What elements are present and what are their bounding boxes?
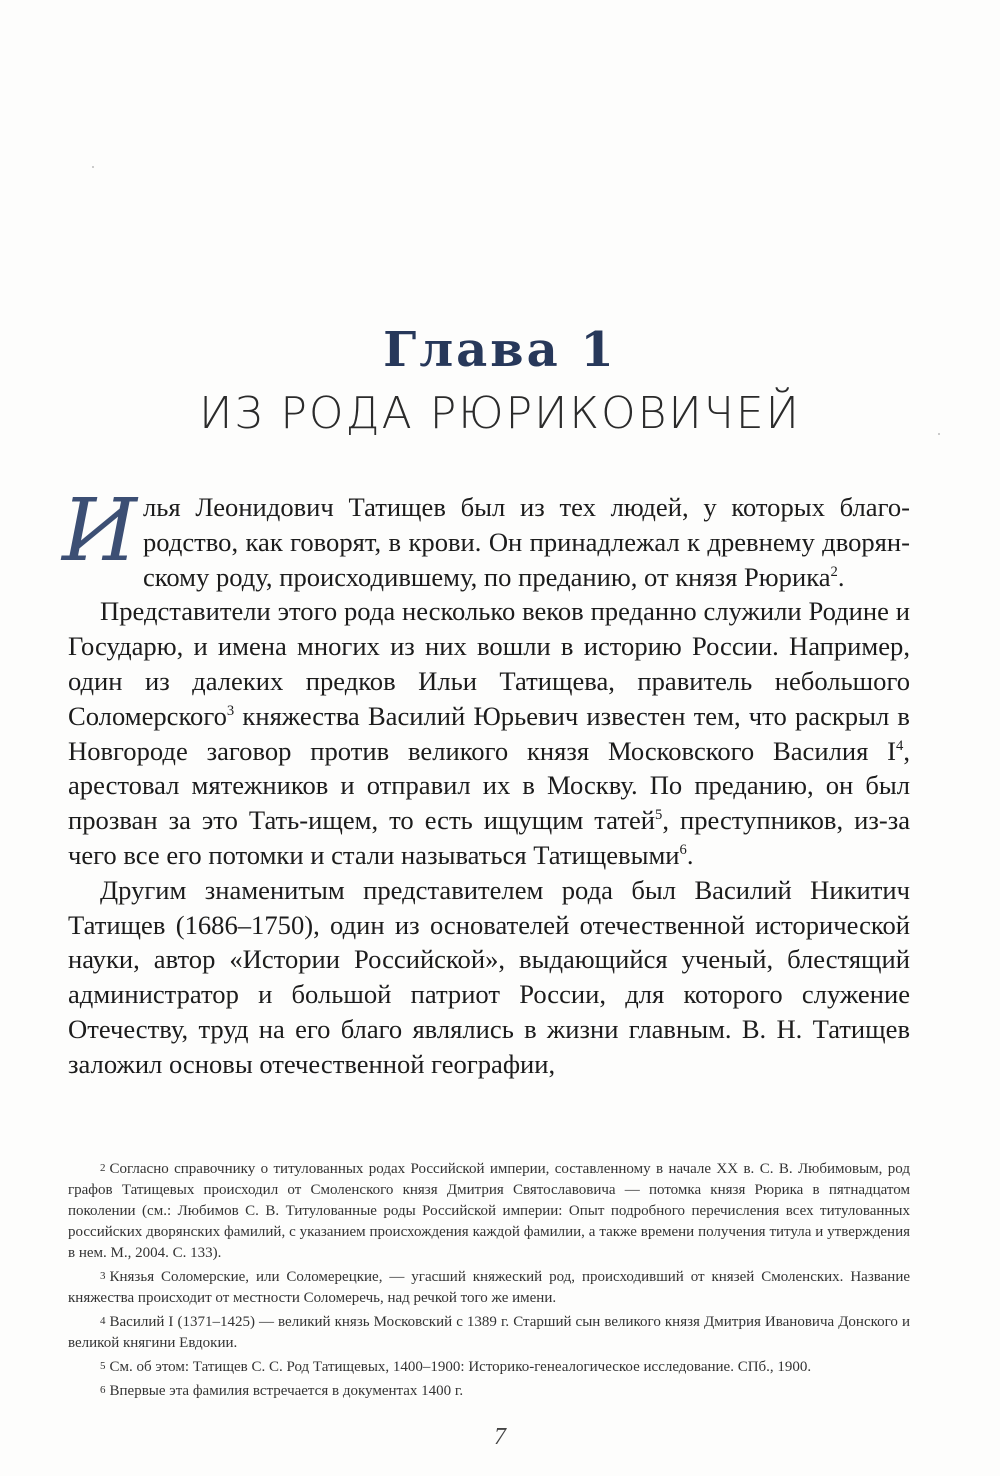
footnote-text: Впервые эта фамилия встречается в документах 1400 г.: [109, 1383, 464, 1399]
footnote-text: Василий I (1371–1425) — великий князь Московский с 1389 г. Старший сын великого князя Дмитрия Ивановича Донского и великой княгини Евдокии.: [68, 1314, 910, 1351]
footnote-number: 5: [100, 1360, 106, 1372]
footnote-ref: 2: [830, 563, 838, 580]
footnote-text: Князья Соломерские, или Соломерецкие, — угасший княжеский род, происходивший от князей Смоленских. Название княжества происходит от местности Соломеречь, над речкой того же имени.: [68, 1269, 910, 1306]
paragraph-2-text: , арестовал мятежников и отправил их в Москву. По преданию, он был прозван за это Тать-ищем, то есть ищущим татей: [68, 735, 910, 836]
chapter-title: ИЗ РОДА РЮРИКОВИЧЕЙ: [199, 388, 801, 439]
paragraph-2-text: , преступников, из-за чего все его потомки и стали называться Татищевыми: [68, 805, 911, 870]
footnote-number: 6: [100, 1384, 106, 1396]
footnote: [68, 1356, 910, 1378]
paragraph-2: [68, 594, 910, 872]
footnote: [68, 1266, 910, 1309]
footnotes: [68, 1158, 910, 1404]
footnote-ref: 6: [679, 842, 687, 859]
page-number: 7: [494, 1424, 506, 1450]
paragraph-2-text: княжества Василий Юрьевич известен тем, что раскрыл в Новгороде заговор против великого князя Московского Василия I: [68, 700, 910, 766]
drop-cap: И: [62, 481, 137, 581]
paragraph-1-text: лья Леонидович Татищев был из тех людей, у которых благородство, как говорят, в крови. Он принадлежал к древнему дворянскому роду, происходившему, по преданию, от князя Рюрика: [143, 492, 910, 592]
punctuation: .: [686, 839, 694, 870]
paragraph-3: Другим знаменитым представителем рода был Василий Никитич Татищев (1686–1750), один из основателей отечественной исторической науки, автор «Истории Российской», выдающийся ученый, блестящий администратор и большой патриот России, для которого служение Отечеству, труд на его благо являлись в жизни главным. В. Н. Татищев заложил основы отечественной географии,: [68, 874, 910, 1079]
footnote-ref: 5: [655, 807, 663, 824]
footnote: [68, 1380, 910, 1402]
footnote-number: 3: [100, 1270, 106, 1282]
footnote-text: См. об этом: Татищев С. С. Род Татищевых, 1400–1900: Историко-генеалогическое исследование. СПб., 1900.: [109, 1359, 812, 1375]
paragraph-1: [62, 481, 910, 594]
main-text: [62, 481, 911, 1082]
punctuation: .: [837, 561, 845, 592]
footnote-ref: 3: [226, 702, 235, 719]
chapter-number: Глава 1: [383, 322, 617, 378]
footnote-text: Согласно справочнику о титулованных родах Российской империи, составленному в начале XX в. С. В. Любимовым, род графов Татищевых происходил от Смоленского князя Дмитрия Святославовича — потомка князя Рюрика в пятнадцатом поколении (см.: Любимов С. В. Титулованные роды Российской империи: Опыт подробного перечисления всех титулованных российских дворянских фамилий, с указанием происхождения каждой фамилии, а также времени получения титула и утверждения в нем. М., 2004. С. 133).: [68, 1161, 910, 1261]
paper-speck: [92, 166, 94, 168]
footnote-ref: 4: [896, 737, 904, 754]
footnote-number: 2: [100, 1162, 106, 1174]
paragraph-2-text: Представители этого рода несколько веков преданно служили Родине и Государю, и имена многих из них вошли в историю России. Например, один из далеких предков Ильи Татищева, правитель небольшого Соломерского: [68, 596, 910, 731]
footnote: [68, 1158, 910, 1264]
footnote: [68, 1311, 910, 1354]
footnote-number: 4: [100, 1315, 106, 1327]
